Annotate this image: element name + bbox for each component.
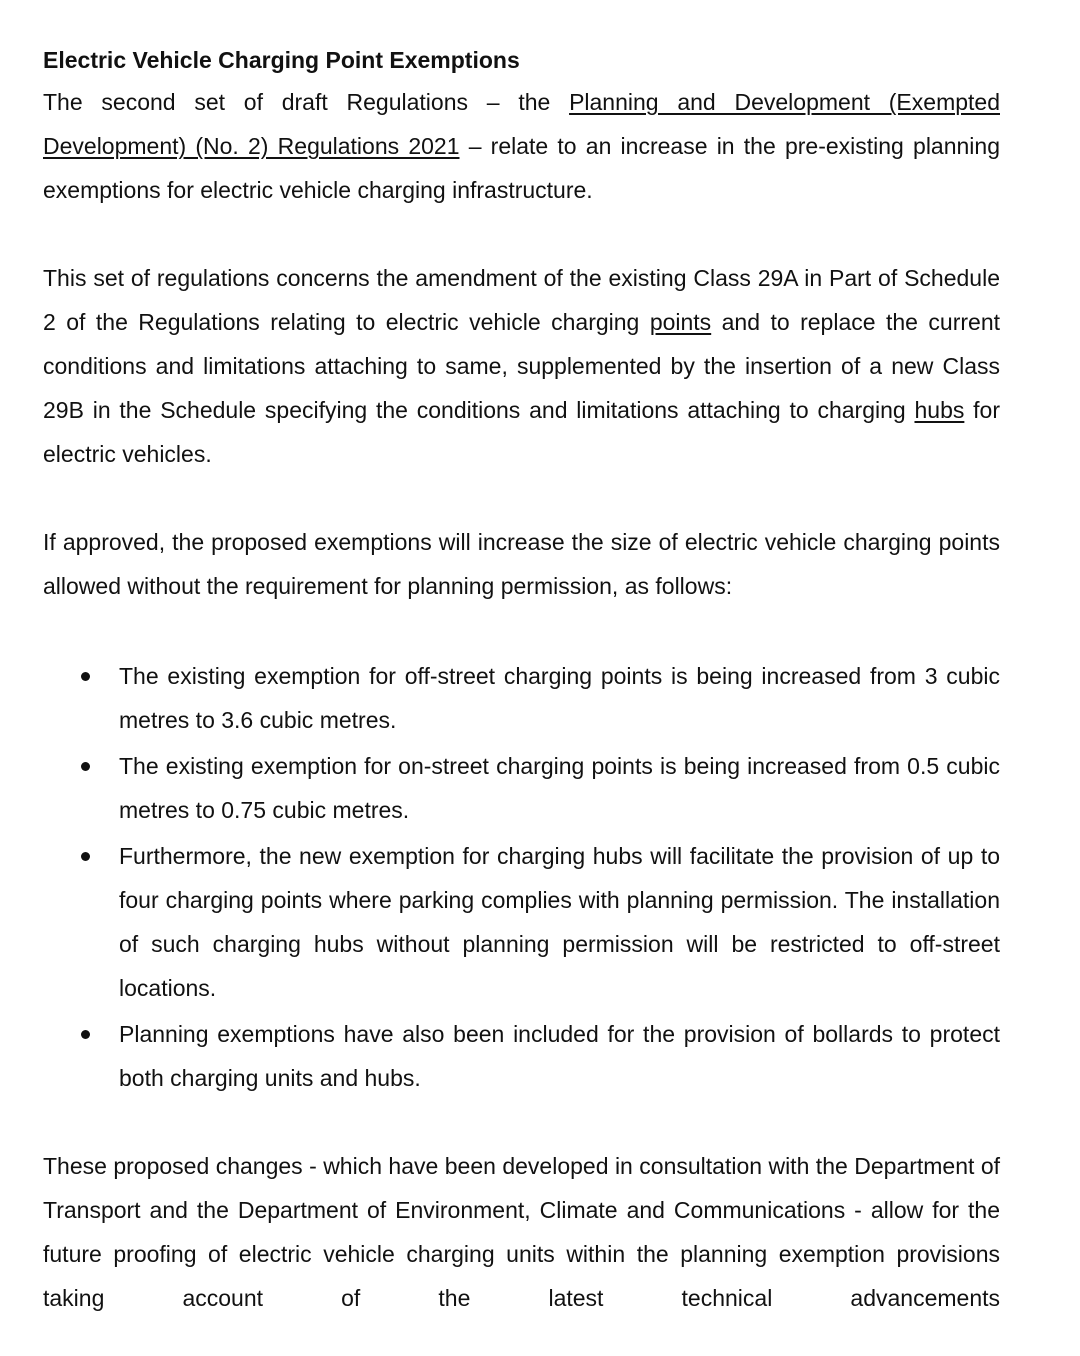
- list-item: [43, 744, 1000, 832]
- regulations-text-part1: This set of regulations concerns the amendment of the existing Class 29A in Part of Schedule 2 of the Regulations relating to electric vehicle charging: [43, 265, 1000, 335]
- consultation-paragraph: These proposed changes - which have been developed in consultation with the Department of Transport and the Department of Environment, Climate and Communications - allow for the future proofing of electric vehicle charging units within the planning exemption provisions taking account of the latest technical advancements: [43, 1153, 1000, 1311]
- page-title: Electric Vehicle Charging Point Exemptions: [43, 47, 520, 73]
- exemptions-list: [43, 654, 1000, 1100]
- list-item: [43, 1012, 1000, 1100]
- list-item-text: The existing exemption for off-street charging points is being increased from 3 cubic metres to 3.6 cubic metres.: [119, 663, 1000, 733]
- regulations-text-part3: for electric vehicles.: [43, 397, 1000, 467]
- bullet-icon: [81, 762, 90, 771]
- list-item-text: The existing exemption for on-street charging points is being increased from 0.5 cubic metres to 0.75 cubic metres.: [119, 753, 1000, 823]
- intro-paragraph: [43, 80, 1000, 212]
- intro-text-before-link: The second set of draft Regulations – the: [43, 89, 570, 115]
- bullet-icon: [81, 672, 90, 681]
- regulations-paragraph: [43, 256, 1000, 476]
- hubs-underlined: hubs: [914, 397, 965, 423]
- regulations-text-part2: and to replace the current conditions and limitations attaching to same, supplemented by the insertion of a new Class 29B in the Schedule specifying the conditions and limitations attaching to charging: [43, 309, 1001, 423]
- bullet-icon: [81, 852, 90, 861]
- list-item-text: Furthermore, the new exemption for charging hubs will facilitate the provision of up to four charging points where parking complies with planning permission. The installation of such charging hubs without planning permission will be restricted to off-street locations.: [119, 843, 1000, 1001]
- bullet-icon: [81, 1030, 90, 1039]
- list-item: [43, 834, 1000, 1010]
- approval-paragraph: If approved, the proposed exemptions will increase the size of electric vehicle charging points allowed without the requirement for planning permission, as follows:: [43, 529, 1000, 599]
- points-underlined: points: [649, 309, 712, 335]
- intro-text-after-link: – relate to an increase in the pre-existing planning exemptions for electric vehicle charging infrastructure.: [43, 133, 1001, 203]
- document-page: [43, 40, 1000, 1320]
- regulations-link[interactable]: Planning and Development (Exempted Development) (No. 2) Regulations 2021: [43, 89, 1000, 159]
- list-item-text: Planning exemptions have also been included for the provision of bollards to protect both charging units and hubs.: [119, 1021, 1000, 1091]
- list-item: [43, 654, 1000, 742]
